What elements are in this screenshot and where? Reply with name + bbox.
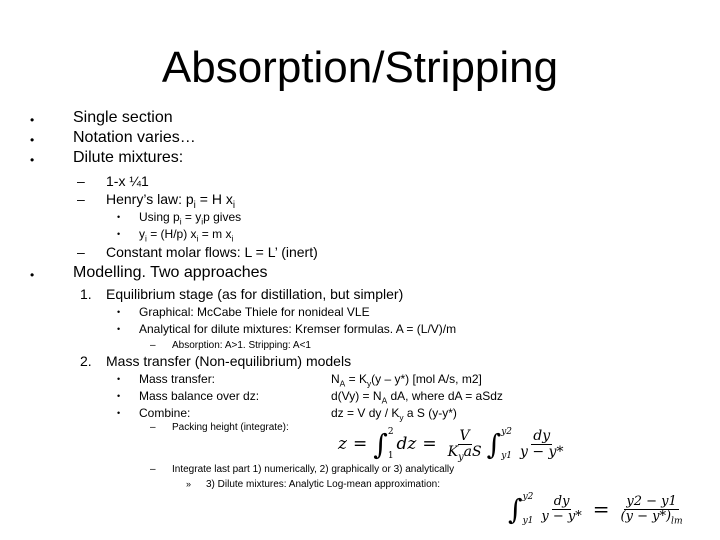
dash: – [150,422,156,433]
packing-height-equation [338,424,568,464]
mass-balance-equation: $d(Vy) = N_A$ dA, where dA = aSdz [331,389,503,406]
equilibrium-stage: Equilibrium stage (as for distillation, but simpler) [106,286,404,302]
dash: – [77,191,85,207]
integral-sign: ∫ [508,492,523,526]
bullet-dot: • [30,133,35,147]
fraction: $\frac{dy}{y - y*}$ [541,493,582,524]
integrate-note: Integrate last part 1) numerically, 2) graphically or 3) analytically [172,464,455,475]
bullet-dot: • [117,324,121,334]
mass-transfer-label: Mass transfer: [139,372,216,386]
mass-balance-label: Mass balance over dz: [139,389,260,403]
fraction: $\frac{y2 - y1}{(y - y*)_{lm}}$ [620,493,683,527]
slide-title: Absorption/Stripping [161,43,559,92]
bullet-dot: • [30,113,35,127]
dash: – [77,244,85,260]
eq-symbol: = [592,497,610,521]
graphical-item: Graphical: McCabe Thiele for nonideal VLE [139,305,370,319]
eq-symbol: = [352,434,368,454]
combine-label: Combine: [139,406,191,420]
bullet-single-section: Single section [73,109,173,126]
bullet-dot: • [30,153,35,167]
mass-transfer-models: Mass transfer (Non-equilibrium) models [106,353,352,369]
henry-law: Henry’s law: $p_i = H$ $x_i$ [106,191,236,211]
fraction: $\frac{dy}{y - y*}$ [520,427,564,460]
henry-step-1: Using $p_i = y_ip$ gives [139,210,242,227]
packing-height-label: Packing height (integrate): [172,422,289,433]
eq-symbol: dz [396,434,417,454]
constant-molar-flows: Constant molar flows: L = L’ (inert) [106,244,318,260]
bullet-modelling: Modelling. Two approaches [73,264,268,281]
analytical-item: Analytical for dilute mixtures: Kremser formulas. A = (L/V)/m [139,322,457,336]
integral-sign: ∫ [373,427,388,461]
dilute-item-1: 1-x ¼1 [106,173,149,189]
bullet-dilute: Dilute mixtures: [73,149,184,166]
bullet-dot: • [117,212,121,222]
bullet-dot: • [117,307,121,317]
raquo-bullet: » [186,479,192,489]
number-2: 2. [80,353,92,369]
bullet-dot: • [30,268,35,282]
bullet-notation: Notation varies… [73,129,196,146]
dash: – [150,464,156,475]
absorption-stripping-note: Absorption: A>1. Stripping: A<1 [172,340,311,351]
integral-limits: y2 y1 [501,427,512,461]
log-mean-equation [508,488,688,530]
bullet-dot: • [117,391,121,401]
bullet-dot: • [117,408,121,418]
combine-equation: dz = V dy / $K_y$ a S (y-y*) [331,406,457,423]
eq-symbol: z [338,434,347,454]
integral-limits: 2 1 [387,427,394,461]
bullet-dot: • [117,229,121,239]
integral-limits: y2 y1 [522,492,534,526]
dash: – [77,173,85,189]
dilute-analytic-note: 3) Dilute mixtures: Analytic Log-mean approximation: [206,479,440,490]
fraction: $\frac{V}{K_yaS}$ [447,427,482,463]
integral-sign: ∫ [486,427,502,461]
number-1: 1. [80,286,92,302]
bullet-dot: • [117,374,121,384]
mass-transfer-equation: $N_A = K_y(y - y*)$ [mol A/s, m2] [331,372,482,389]
eq-symbol: = [422,434,437,454]
dash: – [150,340,156,351]
henry-step-2: $y_i = (H/p) x_i = m$ $x_i$ [139,227,234,244]
